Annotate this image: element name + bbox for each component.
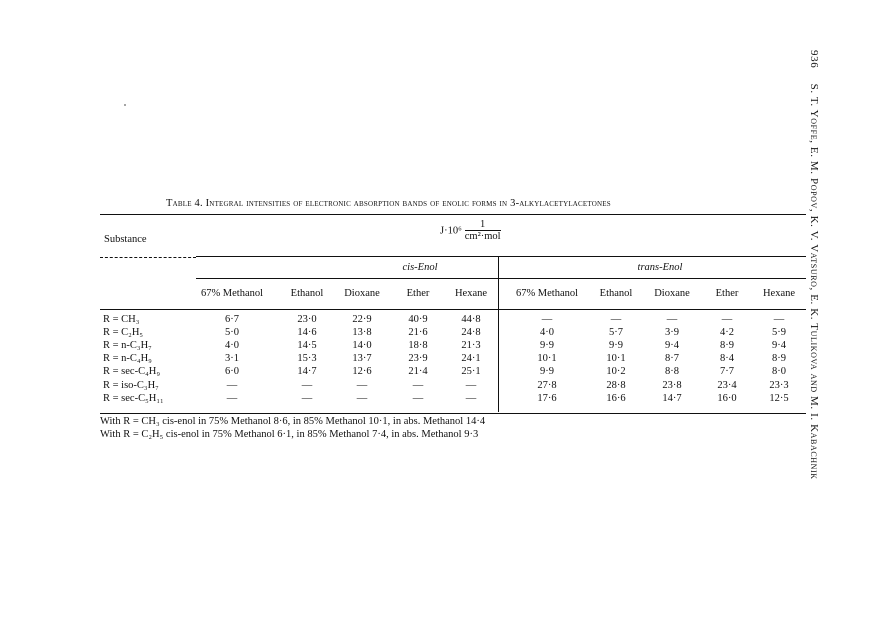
cis-value-cell: 6·0	[225, 366, 239, 377]
trans-value-cell: 8·9	[772, 353, 786, 364]
cis-value-cell: 24·1	[461, 353, 481, 364]
trans-value-cell: 9·9	[609, 340, 623, 351]
substance-label: R = CH₃	[103, 314, 140, 325]
trans-solvent-header: Dioxane	[654, 288, 690, 299]
trans-value-cell: —	[721, 314, 733, 325]
header-rule	[196, 256, 806, 257]
units-denominator: cm²·mol	[464, 231, 501, 242]
running-head-authors: S. T. Yoffe, E. M. Popov, K. V. Vatsuro, E. K. Tulikova and M. I. Kabachnik	[808, 83, 820, 480]
trans-value-cell: 8·0	[772, 366, 786, 377]
trans-value-cell: 4·0	[540, 327, 554, 338]
trans-value-cell: 8·8	[665, 366, 679, 377]
cis-value-cell: —	[226, 380, 238, 391]
cis-value-cell: 24·8	[461, 327, 481, 338]
group-divider	[498, 257, 499, 412]
trans-value-cell: 16·0	[717, 393, 737, 404]
trans-value-cell: 10·1	[606, 353, 626, 364]
column-header-rule	[100, 309, 806, 310]
trans-value-cell: 23·3	[769, 380, 789, 391]
group-rule	[196, 278, 806, 279]
table-caption: Table 4. Integral intensities of electronic absorption bands of enolic forms in 3-alkylacetylacetones	[166, 198, 611, 209]
trans-value-cell: 8·9	[720, 340, 734, 351]
units-prefix: J·10⁶	[440, 225, 462, 237]
trans-value-cell: —	[541, 314, 553, 325]
cis-value-cell: —	[356, 380, 368, 391]
table-top-rule	[100, 214, 806, 215]
trans-value-cell: 27·8	[537, 380, 557, 391]
cis-value-cell: 23·0	[297, 314, 317, 325]
header-rule-left	[100, 257, 196, 258]
cis-solvent-header: Ether	[406, 288, 430, 299]
cis-value-cell: 23·9	[408, 353, 428, 364]
trans-value-cell: 10·1	[537, 353, 557, 364]
cis-value-cell: —	[465, 380, 477, 391]
cis-value-cell: 14·5	[297, 340, 317, 351]
cis-value-cell: 21·3	[461, 340, 481, 351]
cis-value-cell: 40·9	[408, 314, 428, 325]
cis-value-cell: —	[301, 380, 313, 391]
cis-value-cell: 25·1	[461, 366, 481, 377]
trans-value-cell: 17·6	[537, 393, 557, 404]
substance-label: R = iso-C₃H₇	[103, 380, 159, 391]
cis-value-cell: 13·8	[352, 327, 372, 338]
cis-enol-header: cis-Enol	[402, 262, 438, 273]
cis-value-cell: 14·6	[297, 327, 317, 338]
substance-label: R = C₂H₅	[103, 327, 144, 338]
cis-value-cell: 15·3	[297, 353, 317, 364]
trans-value-cell: 9·4	[772, 340, 786, 351]
cis-solvent-header: Hexane	[454, 288, 488, 299]
cis-value-cell: 22·9	[352, 314, 372, 325]
cis-value-cell: 6·7	[225, 314, 239, 325]
substance-label: R = n-C₃H₇	[103, 340, 152, 351]
cis-solvent-header: Ethanol	[290, 288, 324, 299]
cis-value-cell: 12·6	[352, 366, 372, 377]
table-note-1: With R = CH₃ cis-enol in 75% Methanol 8·6, in 85% Methanol 10·1, in abs. Methanol 14·4	[100, 416, 486, 427]
cis-solvent-header: 67% Methanol	[200, 288, 264, 299]
cis-value-cell: —	[412, 380, 424, 391]
trans-solvent-header: Ethanol	[599, 288, 633, 299]
cis-value-cell: —	[301, 393, 313, 404]
trans-value-cell: 4·2	[720, 327, 734, 338]
trans-value-cell: 8·4	[720, 353, 734, 364]
trans-solvent-header: 67% Methanol	[515, 288, 579, 299]
trans-value-cell: 3·9	[665, 327, 679, 338]
page-number: 936	[808, 50, 820, 69]
trans-value-cell: 9·4	[665, 340, 679, 351]
cis-value-cell: 21·6	[408, 327, 428, 338]
running-head	[808, 50, 820, 480]
trans-value-cell: 7·7	[720, 366, 734, 377]
trans-value-cell: 28·8	[606, 380, 626, 391]
trans-enol-header: trans-Enol	[637, 262, 683, 273]
trans-value-cell: 9·9	[540, 340, 554, 351]
cis-value-cell: 18·8	[408, 340, 428, 351]
cis-value-cell: 14·0	[352, 340, 372, 351]
cis-value-cell: —	[412, 393, 424, 404]
substance-label: R = sec-C₄H₉	[103, 366, 160, 377]
units-header	[440, 219, 501, 243]
cis-value-cell: —	[356, 393, 368, 404]
trans-value-cell: 16·6	[606, 393, 626, 404]
substance-label: R = sec-C₅H₁₁	[103, 393, 164, 404]
trans-value-cell: —	[610, 314, 622, 325]
trans-value-cell: 12·5	[769, 393, 789, 404]
trans-value-cell: —	[666, 314, 678, 325]
cis-value-cell: 3·1	[225, 353, 239, 364]
cis-value-cell: 13·7	[352, 353, 372, 364]
substance-header: Substance	[104, 234, 147, 245]
cis-value-cell: 5·0	[225, 327, 239, 338]
units-fraction	[465, 219, 501, 243]
table-note-2: With R = C₂H₅ cis-enol in 75% Methanol 6·1, in 85% Methanol 7·4, in abs. Methanol 9·3	[100, 429, 479, 440]
cis-value-cell: —	[226, 393, 238, 404]
trans-value-cell: 23·4	[717, 380, 737, 391]
cis-value-cell: 44·8	[461, 314, 481, 325]
trans-value-cell: 8·7	[665, 353, 679, 364]
units-numerator: 1	[465, 219, 501, 231]
trans-solvent-header: Hexane	[762, 288, 796, 299]
cis-value-cell: 4·0	[225, 340, 239, 351]
cis-value-cell: 14·7	[297, 366, 317, 377]
trans-value-cell: —	[773, 314, 785, 325]
trans-value-cell: 10·2	[606, 366, 626, 377]
trans-value-cell: 5·7	[609, 327, 623, 338]
cis-value-cell: —	[465, 393, 477, 404]
substance-label: R = n-C₄H₉	[103, 353, 152, 364]
speck	[124, 104, 126, 106]
table-bottom-rule	[100, 413, 806, 414]
trans-value-cell: 5·9	[772, 327, 786, 338]
cis-solvent-header: Dioxane	[344, 288, 380, 299]
trans-value-cell: 9·9	[540, 366, 554, 377]
trans-solvent-header: Ether	[715, 288, 739, 299]
trans-value-cell: 14·7	[662, 393, 682, 404]
trans-value-cell: 23·8	[662, 380, 682, 391]
cis-value-cell: 21·4	[408, 366, 428, 377]
